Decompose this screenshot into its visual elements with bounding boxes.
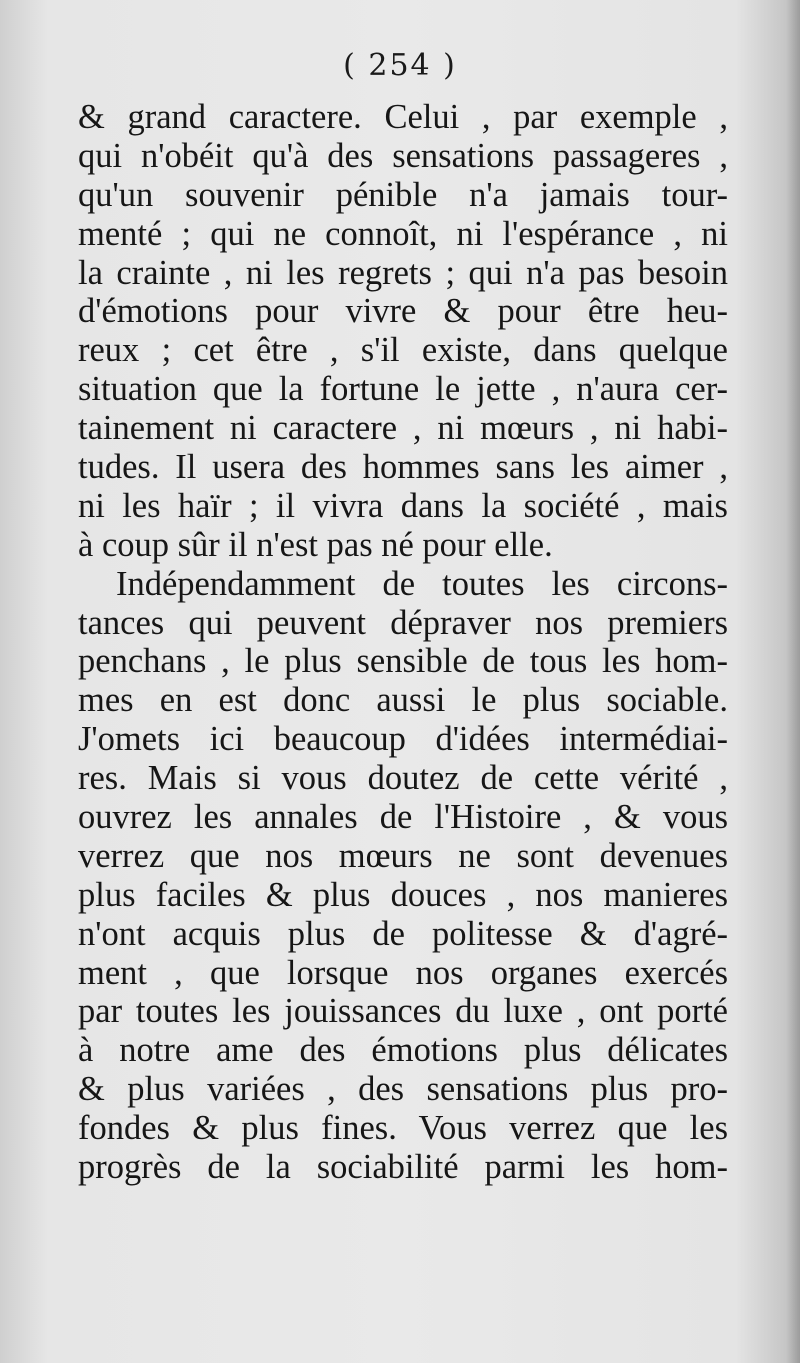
text-line: la crainte , ni les regrets ; qui n'a pas besoin xyxy=(78,253,728,292)
text-line: à notre ame des émotions plus délicates xyxy=(78,1031,728,1070)
text-line: tudes. Il usera des hommes sans les aimer , xyxy=(78,448,728,487)
page-number: ( 254 ) xyxy=(343,48,457,83)
text-line: & plus variées , des sensations plus pro- xyxy=(78,1070,728,1109)
text-line: tances qui peuvent dépraver nos premiers xyxy=(78,603,728,642)
text-line: ouvrez les annales de l'Histoire , & vous xyxy=(78,798,728,837)
page-edge-shadow xyxy=(786,0,800,1363)
text-line: situation que la fortune le jette , n'aura cer- xyxy=(78,370,728,409)
text-line: ni les haïr ; il vivra dans la société , mais xyxy=(78,486,728,525)
paragraph-start-line: Indépendamment de toutes les circons- xyxy=(116,564,728,603)
text-line: n'ont acquis plus de politesse & d'agré- xyxy=(78,914,728,953)
text-line: plus faciles & plus douces , nos manieres xyxy=(78,875,728,914)
text-line: mes en est donc aussi le plus sociable. xyxy=(78,681,728,720)
text-line: d'émotions pour vivre & pour être heu- xyxy=(78,292,728,331)
text-line: & grand caractere. Celui , par exemple , xyxy=(78,98,728,136)
text-line: ment , que lorsque nos organes exercés xyxy=(78,953,728,992)
text-line: menté ; qui ne connoît, ni l'espérance , ni xyxy=(78,214,728,253)
text-line: tainement ni caractere , ni mœurs , ni habi- xyxy=(78,409,728,448)
text-line: res. Mais si vous doutez de cette vérité , xyxy=(78,759,728,798)
paragraph-end-line: à coup sûr il n'est pas né pour elle. xyxy=(78,525,553,564)
text-line: fondes & plus fines. Vous verrez que les xyxy=(78,1109,728,1148)
text-line: progrès de la sociabilité parmi les hom- xyxy=(78,1148,728,1187)
text-line: J'omets ici beaucoup d'idées intermédiai- xyxy=(78,720,728,759)
text-line: verrez que nos mœurs ne sont devenues xyxy=(78,836,728,875)
text-line: par toutes les jouissances du luxe , ont porté xyxy=(78,992,728,1031)
text-line: reux ; cet être , s'il existe, dans quelque xyxy=(78,331,728,370)
text-line: qu'un souvenir pénible n'a jamais tour- xyxy=(78,175,728,214)
text-line: qui n'obéit qu'à des sensations passageres , xyxy=(78,136,728,175)
text-line: penchans , le plus sensible de tous les hom- xyxy=(78,642,728,681)
body-text xyxy=(78,98,728,1187)
